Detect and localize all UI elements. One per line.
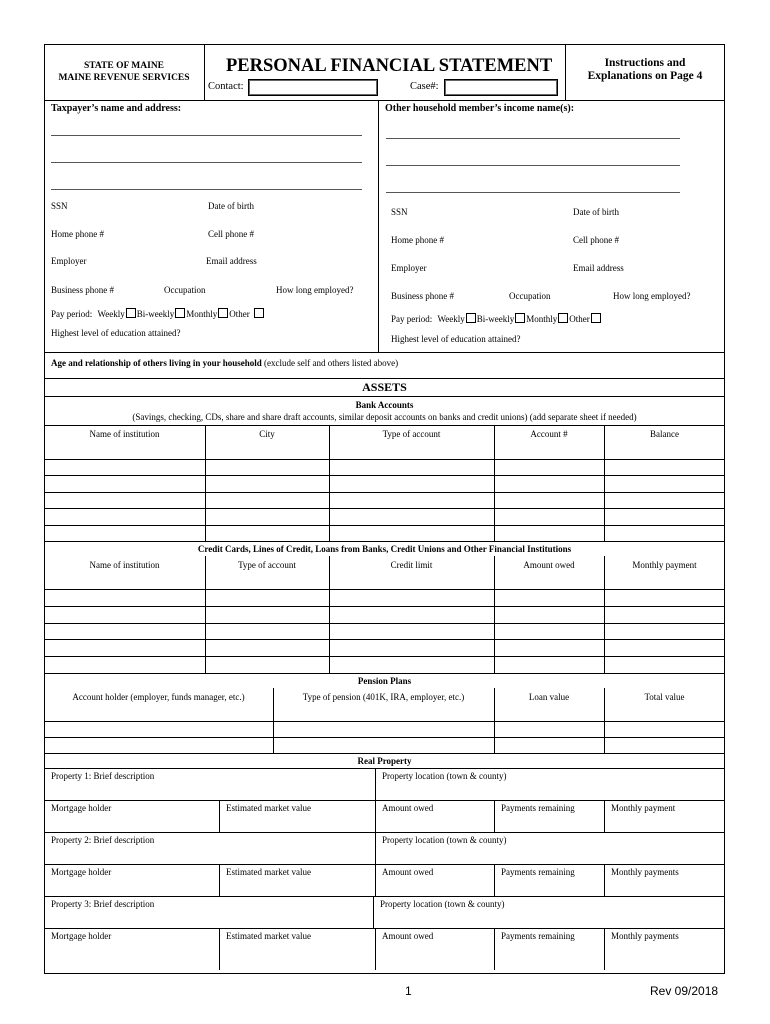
table-cell[interactable] [206,607,328,622]
taxpayer-business-phone-label: Business phone # [51,285,114,295]
table-cell[interactable] [45,590,204,605]
property-field-input[interactable] [376,879,493,895]
table-cell[interactable] [206,640,328,655]
property-location-label: Property location (town & county) [380,899,505,909]
other-label: Other [569,314,590,324]
mortgage-holder-label: Mortgage holder [51,931,112,941]
contact-input[interactable] [248,79,378,96]
table-cell[interactable] [605,460,724,474]
property-field-input[interactable] [495,943,603,959]
amount-owed-label: Amount owed [382,931,434,941]
table-cell[interactable] [605,590,724,605]
column-header: Type of account [382,429,441,439]
table-cell[interactable] [274,722,493,736]
contact-label: Contact: [208,81,244,92]
others-bottom-rule [44,378,725,379]
table-cell[interactable] [495,460,603,474]
revision-date: Rev 09/2018 [650,984,719,998]
instructions-line-2: Explanations on Page 4 [587,70,703,82]
assets-heading: ASSETS [362,380,407,394]
table-cell[interactable] [206,526,328,540]
payments-remaining-label: Payments remaining [501,867,575,877]
others-label-bold: Age and relationship of others living in your household [51,358,262,368]
header-bottom-rule [44,100,725,101]
table-cell[interactable] [495,590,603,605]
property-rule [44,768,725,769]
column-header: Credit limit [390,560,433,570]
table-cell[interactable] [274,738,493,752]
property-field-input[interactable] [45,815,218,831]
table-cell[interactable] [206,460,328,474]
household-name-line-2[interactable] [386,165,680,166]
biweekly-checkbox[interactable] [175,308,185,318]
column-header: Balance [650,429,679,439]
property-location-input[interactable] [377,783,723,799]
property-rule [44,896,725,897]
market-value-label: Estimated market value [226,803,311,813]
table-rule [44,753,725,754]
table-cell[interactable] [605,722,724,736]
table-cell[interactable] [330,493,493,507]
market-value-label: Estimated market value [226,931,311,941]
taxpayer-education-label: Highest level of education attained? [51,328,181,338]
table-cell[interactable] [330,624,493,639]
property-rule [44,832,725,833]
table-cell[interactable] [605,509,724,523]
table-cell[interactable] [605,526,724,540]
header-divider-1 [204,44,205,100]
personal-section-bottom-rule [44,352,725,353]
pay-period-label: Pay period: [51,309,93,319]
agency-line-2: MAINE REVENUE SERVICES [58,73,190,83]
agency-line-1: STATE OF MAINE [83,61,165,71]
bank-accounts-heading: Bank Accounts [355,400,414,410]
household-business-phone-label: Business phone # [391,291,454,301]
property-description-input[interactable] [46,911,371,927]
property-field-input[interactable] [376,943,493,959]
table-cell[interactable] [605,640,724,655]
property-field-input[interactable] [220,815,374,831]
table-cell[interactable] [605,657,724,672]
table-cell[interactable] [605,624,724,639]
table-cell[interactable] [330,640,493,655]
taxpayer-dob-label: Date of birth [208,201,254,211]
taxpayer-address-line-2[interactable] [51,162,362,163]
table-cell[interactable] [605,493,724,507]
column-header: Monthly payment [632,560,697,570]
pension-heading: Pension Plans [357,676,412,686]
table-cell[interactable] [495,493,603,507]
table-cell[interactable] [45,722,272,736]
taxpayer-how-long-label: How long employed? [276,285,354,295]
taxpayer-cell-phone-label: Cell phone # [208,229,254,239]
table-cell[interactable] [45,657,204,672]
table-cell[interactable] [45,738,272,752]
table-cell[interactable] [495,738,603,752]
payments-remaining-label: Payments remaining [501,803,575,813]
property-divider [375,832,376,864]
weekly-checkbox[interactable] [126,308,136,318]
table-cell[interactable] [45,476,204,490]
table-cell[interactable] [45,624,204,639]
table-cell[interactable] [330,509,493,523]
table-cell[interactable] [330,526,493,540]
household-name-line-3[interactable] [386,192,680,193]
payments-remaining-label: Payments remaining [501,931,575,941]
real-property-heading: Real Property [357,756,412,766]
amount-owed-label: Amount owed [382,867,434,877]
taxpayer-address-line-1[interactable] [51,135,362,136]
taxpayer-occupation-label: Occupation [164,285,206,295]
taxpayer-ssn-label: SSN [51,201,68,211]
weekly-label: Weekly [97,309,125,319]
property-description-label: Property 2: Brief description [51,835,155,845]
biweekly-checkbox[interactable] [515,313,525,323]
biweekly-label: Bi-weekly [476,314,515,324]
monthly-checkbox[interactable] [218,308,228,318]
others-label-rest: (exclude self and others listed above) [261,358,399,368]
table-cell[interactable] [206,509,328,523]
property-location-input[interactable] [375,911,723,927]
case-input[interactable] [444,79,558,96]
instructions-line-1: Instructions and [604,57,686,69]
property-field-input[interactable] [220,879,374,895]
property-description-label: Property 1: Brief description [51,771,155,781]
table-cell[interactable] [605,607,724,622]
table-cell[interactable] [495,476,603,490]
taxpayer-pay-period [51,308,265,320]
table-cell[interactable] [45,460,204,474]
household-ssn-label: SSN [391,207,408,217]
household-education-label: Highest level of education attained? [391,334,521,344]
column-header: City [259,429,275,439]
table-cell[interactable] [495,640,603,655]
taxpayer-address-line-3[interactable] [51,189,362,190]
household-how-long-label: How long employed? [613,291,691,301]
household-dob-label: Date of birth [573,207,619,217]
page-number: 1 [405,984,412,998]
property-description-input[interactable] [46,847,373,863]
page-title: PERSONAL FINANCIAL STATEMENT [226,56,553,76]
property-description-label: Property 3: Brief description [51,899,155,909]
property-divider [373,896,374,928]
other-checkbox[interactable] [591,313,601,323]
biweekly-label: Bi-weekly [136,309,175,319]
table-cell[interactable] [206,624,328,639]
property-field-input[interactable] [495,879,603,895]
table-cell[interactable] [495,607,603,622]
table-cell[interactable] [605,738,724,752]
property-rule [44,928,725,929]
property-field-input[interactable] [220,943,374,959]
column-header: Type of account [238,560,296,570]
property-field-input[interactable] [605,943,724,959]
table-cell[interactable] [330,460,493,474]
others-household-label [51,358,398,369]
table-cell[interactable] [45,640,204,655]
household-cell-phone-label: Cell phone # [573,235,619,245]
monthly-payment-label: Monthly payment [611,803,676,813]
monthly-label: Monthly [186,309,218,319]
monthly-checkbox[interactable] [558,313,568,323]
property-divider [375,768,376,800]
column-header: Amount owed [523,560,575,570]
property-rule [44,800,725,801]
property-field-input[interactable] [45,943,218,959]
table-cell[interactable] [206,590,328,605]
column-header: Type of pension (401K, IRA, employer, etc.) [302,692,465,702]
bank-accounts-note: (Savings, checking, CDs, share and share draft accounts, similar deposit accounts on banks and credit unions) (add separate sheet if needed) [132,412,637,422]
taxpayer-household-divider [378,100,379,352]
table-cell[interactable] [330,476,493,490]
property-rule [44,864,725,865]
case-label: Case#: [410,81,439,92]
other-checkbox[interactable] [254,308,264,318]
property-field-input[interactable] [376,815,493,831]
taxpayer-employer-label: Employer [51,256,87,266]
table-cell[interactable] [45,607,204,622]
table-cell[interactable] [495,509,603,523]
taxpayer-home-phone-label: Home phone # [51,229,104,239]
table-cell[interactable] [206,476,328,490]
table-cell[interactable] [45,493,204,507]
pay-period-label: Pay period: [391,314,433,324]
taxpayer-heading: Taxpayer’s name and address: [51,103,182,114]
bank-table-bottom [44,541,725,542]
property-description-input[interactable] [46,783,373,799]
table-cell[interactable] [605,476,724,490]
table-cell[interactable] [330,590,493,605]
amount-owed-label: Amount owed [382,803,434,813]
property-field-input[interactable] [495,815,603,831]
assets-heading-rule [44,396,725,397]
household-home-phone-label: Home phone # [391,235,444,245]
weekly-label: Weekly [437,314,465,324]
table-cell[interactable] [330,607,493,622]
table-cell[interactable] [45,509,204,523]
column-header: Total value [644,692,685,702]
column-header: Name of institution [89,560,160,570]
table-cell[interactable] [45,526,204,540]
column-header: Loan value [528,692,570,702]
table-rule [44,673,725,674]
table-cell[interactable] [330,657,493,672]
column-header: Account holder (employer, funds manager, etc.) [72,692,245,702]
property-field-input[interactable] [605,879,724,895]
monthly-payment-label: Monthly payments [611,931,679,941]
property-location-input[interactable] [377,847,723,863]
table-cell[interactable] [495,722,603,736]
property-field-input[interactable] [605,815,724,831]
other-label: Other [229,309,250,319]
property-location-label: Property location (town & county) [382,835,507,845]
property-location-label: Property location (town & county) [382,771,507,781]
mortgage-holder-label: Mortgage holder [51,867,112,877]
table-cell[interactable] [206,657,328,672]
household-occupation-label: Occupation [509,291,551,301]
household-pay-period [391,313,602,325]
bank-table-top [44,425,725,426]
monthly-payment-label: Monthly payments [611,867,679,877]
column-header: Account # [530,429,568,439]
weekly-checkbox[interactable] [466,313,476,323]
household-name-line-1[interactable] [386,138,680,139]
credit-heading: Credit Cards, Lines of Credit, Loans from Banks, Credit Unions and Other Financial Institutions [197,544,572,554]
household-email-label: Email address [573,263,624,273]
table-cell[interactable] [206,493,328,507]
monthly-label: Monthly [526,314,558,324]
table-cell[interactable] [495,526,603,540]
taxpayer-email-label: Email address [206,256,257,266]
household-heading: Other household member’s income name(s): [385,103,575,114]
table-cell[interactable] [495,624,603,639]
household-employer-label: Employer [391,263,427,273]
column-header: Name of institution [89,429,160,439]
table-cell[interactable] [495,657,603,672]
property-field-input[interactable] [45,879,218,895]
mortgage-holder-label: Mortgage holder [51,803,112,813]
market-value-label: Estimated market value [226,867,311,877]
